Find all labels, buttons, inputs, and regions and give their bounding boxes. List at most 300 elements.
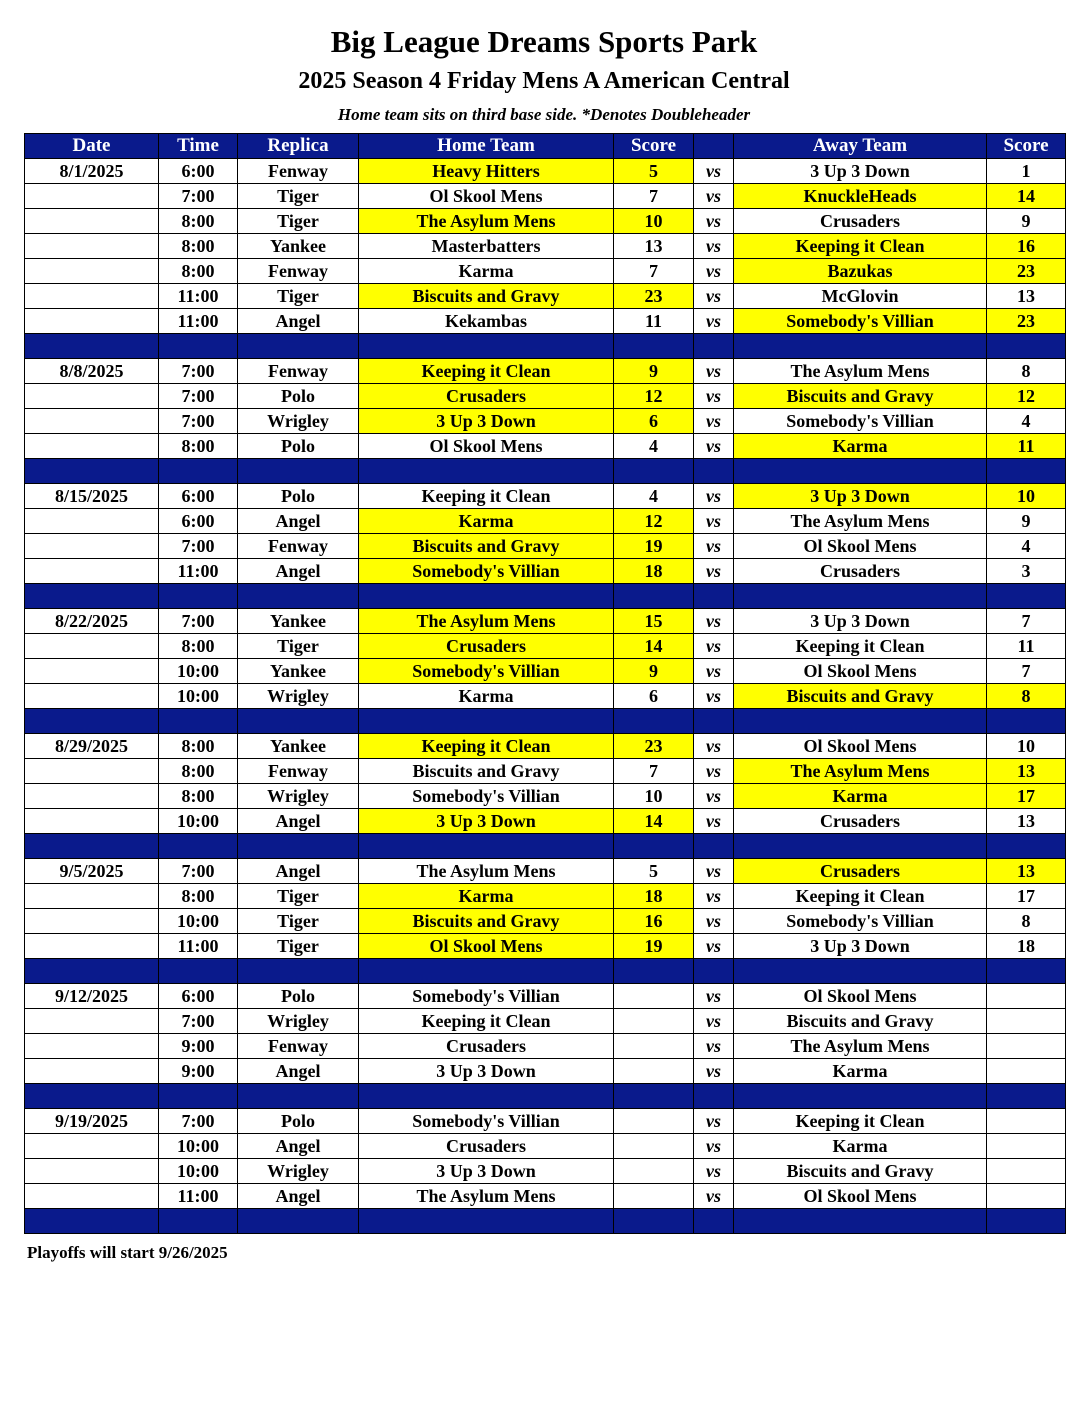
week-separator-row [25,334,1066,359]
game-row [25,184,1066,209]
schedule-header [25,134,1066,159]
away-score [987,1109,1066,1134]
game-replica-field: Yankee [238,609,359,634]
home-score [614,1159,694,1184]
game-row [25,784,1066,809]
game-replica-field: Angel [238,559,359,584]
separator-cell [159,334,238,359]
separator-cell [614,834,694,859]
away-team: The Asylum Mens [734,759,987,784]
vs-label: vs [694,1034,734,1059]
game-row [25,559,1066,584]
separator-cell [614,584,694,609]
away-team: The Asylum Mens [734,359,987,384]
separator-cell [734,334,987,359]
vs-label: vs [694,1009,734,1034]
away-team: Biscuits and Gravy [734,1009,987,1034]
home-team: Biscuits and Gravy [359,284,614,309]
away-score: 17 [987,884,1066,909]
separator-cell [238,709,359,734]
home-team: Keeping it Clean [359,359,614,384]
separator-cell [987,459,1066,484]
game-replica-field: Tiger [238,284,359,309]
column-header-home-score: Score [614,134,694,159]
vs-label: vs [694,909,734,934]
home-score: 18 [614,884,694,909]
away-team: Somebody's Villian [734,309,987,334]
separator-cell [159,459,238,484]
game-date: 8/1/2025 [25,159,159,184]
home-score: 14 [614,809,694,834]
game-time: 6:00 [159,509,238,534]
game-replica-field: Angel [238,1184,359,1209]
home-team-note: Home team sits on third base side. *Denotes Doubleheader [337,105,751,124]
home-score: 9 [614,659,694,684]
away-score: 23 [987,259,1066,284]
away-score: 16 [987,234,1066,259]
vs-label: vs [694,209,734,234]
separator-cell [614,709,694,734]
column-header-vs [694,134,734,159]
home-score: 12 [614,509,694,534]
home-score: 7 [614,259,694,284]
vs-label: vs [694,759,734,784]
vs-label: vs [694,634,734,659]
game-row [25,259,1066,284]
separator-cell [159,584,238,609]
away-team: 3 Up 3 Down [734,609,987,634]
home-team: Masterbatters [359,234,614,259]
page-subtitle: 2025 Season 4 Friday Mens A American Central [298,68,790,94]
game-row [25,884,1066,909]
game-row [25,1034,1066,1059]
game-row [25,534,1066,559]
separator-cell [987,709,1066,734]
game-time: 10:00 [159,659,238,684]
home-score [614,1134,694,1159]
separator-cell [25,1084,159,1109]
away-score: 23 [987,309,1066,334]
game-time: 11:00 [159,284,238,309]
away-score: 17 [987,784,1066,809]
separator-cell [238,1084,359,1109]
game-row [25,859,1066,884]
away-team: 3 Up 3 Down [734,934,987,959]
home-score [614,1109,694,1134]
home-team: Somebody's Villian [359,559,614,584]
separator-cell [694,959,734,984]
separator-cell [614,959,694,984]
away-score: 13 [987,859,1066,884]
game-row [25,434,1066,459]
game-date [25,259,159,284]
away-score: 1 [987,159,1066,184]
game-replica-field: Fenway [238,259,359,284]
away-score: 11 [987,434,1066,459]
game-time: 7:00 [159,534,238,559]
game-row [25,284,1066,309]
game-replica-field: Fenway [238,1034,359,1059]
vs-label: vs [694,284,734,309]
game-date: 8/15/2025 [25,484,159,509]
away-team: Biscuits and Gravy [734,684,987,709]
game-date [25,1184,159,1209]
vs-label: vs [694,734,734,759]
away-score: 9 [987,509,1066,534]
game-time: 7:00 [159,409,238,434]
game-time: 7:00 [159,359,238,384]
separator-cell [25,459,159,484]
away-team: Karma [734,1059,987,1084]
game-replica-field: Fenway [238,359,359,384]
game-replica-field: Polo [238,434,359,459]
game-replica-field: Yankee [238,734,359,759]
vs-label: vs [694,484,734,509]
vs-label: vs [694,384,734,409]
game-time: 11:00 [159,934,238,959]
away-score: 18 [987,934,1066,959]
separator-cell [159,959,238,984]
away-team: Crusaders [734,859,987,884]
game-date [25,909,159,934]
away-team: Keeping it Clean [734,884,987,909]
separator-cell [359,459,614,484]
home-score: 19 [614,534,694,559]
away-team: Ol Skool Mens [734,984,987,1009]
home-team: Ol Skool Mens [359,934,614,959]
game-date [25,434,159,459]
playoffs-note: Playoffs will start 9/26/2025 [27,1243,228,1262]
separator-cell [734,459,987,484]
game-time: 10:00 [159,909,238,934]
vs-label: vs [694,934,734,959]
separator-cell [25,834,159,859]
column-header-away-score: Score [987,134,1066,159]
game-replica-field: Polo [238,984,359,1009]
separator-cell [694,584,734,609]
vs-label: vs [694,784,734,809]
schedule-body [25,159,1066,1234]
home-team: 3 Up 3 Down [359,409,614,434]
game-replica-field: Tiger [238,634,359,659]
away-team: 3 Up 3 Down [734,484,987,509]
home-team: The Asylum Mens [359,859,614,884]
away-team: The Asylum Mens [734,1034,987,1059]
separator-cell [159,1084,238,1109]
separator-cell [614,1084,694,1109]
game-date [25,809,159,834]
home-team: Biscuits and Gravy [359,534,614,559]
home-score [614,1034,694,1059]
home-team: Karma [359,884,614,909]
vs-label: vs [694,234,734,259]
game-replica-field: Angel [238,509,359,534]
away-team: Biscuits and Gravy [734,1159,987,1184]
separator-cell [614,334,694,359]
week-separator-row [25,709,1066,734]
home-score: 5 [614,159,694,184]
home-team: Crusaders [359,384,614,409]
home-score: 14 [614,634,694,659]
game-row [25,159,1066,184]
separator-cell [359,334,614,359]
separator-cell [359,709,614,734]
game-replica-field: Tiger [238,884,359,909]
vs-label: vs [694,1109,734,1134]
home-score: 23 [614,734,694,759]
away-score: 8 [987,684,1066,709]
game-row [25,1134,1066,1159]
home-score [614,1059,694,1084]
home-team: Somebody's Villian [359,984,614,1009]
game-date [25,559,159,584]
away-score [987,984,1066,1009]
vs-label: vs [694,884,734,909]
game-replica-field: Wrigley [238,409,359,434]
game-time: 8:00 [159,634,238,659]
game-row [25,1109,1066,1134]
game-replica-field: Angel [238,309,359,334]
home-team: Keeping it Clean [359,1009,614,1034]
home-team: Biscuits and Gravy [359,759,614,784]
separator-cell [694,709,734,734]
game-date [25,759,159,784]
game-time: 8:00 [159,209,238,234]
game-replica-field: Angel [238,1059,359,1084]
game-row [25,309,1066,334]
home-score: 23 [614,284,694,309]
vs-label: vs [694,159,734,184]
away-score: 8 [987,909,1066,934]
game-row [25,1184,1066,1209]
away-score [987,1184,1066,1209]
game-time: 8:00 [159,259,238,284]
game-row [25,684,1066,709]
game-row [25,659,1066,684]
game-time: 6:00 [159,984,238,1009]
home-score: 11 [614,309,694,334]
game-replica-field: Tiger [238,909,359,934]
away-team: KnuckleHeads [734,184,987,209]
separator-cell [987,584,1066,609]
game-time: 7:00 [159,184,238,209]
home-score: 7 [614,759,694,784]
home-team: Keeping it Clean [359,484,614,509]
home-team: 3 Up 3 Down [359,809,614,834]
game-row [25,484,1066,509]
game-row [25,1009,1066,1034]
away-team: Keeping it Clean [734,234,987,259]
away-score [987,1159,1066,1184]
home-score: 10 [614,784,694,809]
game-replica-field: Wrigley [238,684,359,709]
separator-cell [238,334,359,359]
game-row [25,1059,1066,1084]
separator-cell [359,1084,614,1109]
away-score: 10 [987,734,1066,759]
home-score [614,984,694,1009]
game-date [25,184,159,209]
game-replica-field: Yankee [238,659,359,684]
home-score [614,1009,694,1034]
game-time: 11:00 [159,1184,238,1209]
game-date [25,884,159,909]
vs-label: vs [694,1184,734,1209]
home-team: Somebody's Villian [359,659,614,684]
separator-cell [987,1084,1066,1109]
week-separator-row [25,834,1066,859]
home-team: Crusaders [359,1034,614,1059]
separator-cell [159,1209,238,1234]
week-separator-row [25,459,1066,484]
game-date [25,634,159,659]
away-score: 12 [987,384,1066,409]
away-team: Somebody's Villian [734,409,987,434]
separator-cell [359,584,614,609]
column-header-replica: Replica [238,134,359,159]
game-replica-field: Fenway [238,534,359,559]
home-team: The Asylum Mens [359,1184,614,1209]
home-team: The Asylum Mens [359,209,614,234]
game-replica-field: Wrigley [238,1009,359,1034]
separator-cell [694,1209,734,1234]
game-row [25,209,1066,234]
away-team: Crusaders [734,559,987,584]
game-date [25,1034,159,1059]
away-team: Bazukas [734,259,987,284]
home-team: Crusaders [359,634,614,659]
game-replica-field: Tiger [238,184,359,209]
game-date [25,784,159,809]
vs-label: vs [694,659,734,684]
home-score: 19 [614,934,694,959]
game-date: 9/5/2025 [25,859,159,884]
home-score: 4 [614,484,694,509]
vs-label: vs [694,359,734,384]
game-date [25,659,159,684]
game-replica-field: Tiger [238,934,359,959]
game-time: 10:00 [159,684,238,709]
vs-label: vs [694,434,734,459]
separator-cell [734,959,987,984]
game-date: 8/29/2025 [25,734,159,759]
home-score: 5 [614,859,694,884]
away-score: 4 [987,534,1066,559]
game-time: 8:00 [159,734,238,759]
game-row [25,509,1066,534]
separator-cell [694,1084,734,1109]
vs-label: vs [694,259,734,284]
game-row [25,234,1066,259]
separator-cell [359,834,614,859]
vs-label: vs [694,184,734,209]
game-date [25,534,159,559]
game-date [25,409,159,434]
separator-cell [159,709,238,734]
away-score [987,1059,1066,1084]
home-team: Karma [359,684,614,709]
home-score: 13 [614,234,694,259]
game-row [25,1159,1066,1184]
game-time: 8:00 [159,884,238,909]
separator-cell [159,834,238,859]
game-time: 11:00 [159,559,238,584]
separator-cell [987,959,1066,984]
home-score: 16 [614,909,694,934]
separator-cell [359,1209,614,1234]
game-replica-field: Polo [238,384,359,409]
away-team: Ol Skool Mens [734,1184,987,1209]
away-team: McGlovin [734,284,987,309]
home-team: 3 Up 3 Down [359,1159,614,1184]
separator-cell [734,834,987,859]
home-score: 7 [614,184,694,209]
game-row [25,934,1066,959]
separator-cell [25,709,159,734]
vs-label: vs [694,684,734,709]
schedule-table [24,133,1066,1234]
away-score: 7 [987,609,1066,634]
game-time: 7:00 [159,384,238,409]
separator-cell [359,959,614,984]
game-time: 7:00 [159,1109,238,1134]
home-team: Somebody's Villian [359,784,614,809]
game-time: 8:00 [159,784,238,809]
vs-label: vs [694,809,734,834]
vs-label: vs [694,609,734,634]
game-replica-field: Polo [238,484,359,509]
away-score: 9 [987,209,1066,234]
game-date: 8/8/2025 [25,359,159,384]
column-header-home-team: Home Team [359,134,614,159]
away-team: Ol Skool Mens [734,734,987,759]
game-date [25,1059,159,1084]
away-team: Biscuits and Gravy [734,384,987,409]
game-row [25,409,1066,434]
game-date [25,509,159,534]
away-team: Keeping it Clean [734,634,987,659]
home-score: 10 [614,209,694,234]
game-row [25,734,1066,759]
away-team: Karma [734,1134,987,1159]
home-team: Karma [359,509,614,534]
separator-cell [238,834,359,859]
home-team: Keeping it Clean [359,734,614,759]
separator-cell [238,1209,359,1234]
home-team: The Asylum Mens [359,609,614,634]
home-score: 6 [614,409,694,434]
vs-label: vs [694,1134,734,1159]
home-team: Ol Skool Mens [359,434,614,459]
home-team: 3 Up 3 Down [359,1059,614,1084]
away-team: 3 Up 3 Down [734,159,987,184]
game-date [25,1134,159,1159]
game-time: 8:00 [159,234,238,259]
home-team: Kekambas [359,309,614,334]
away-score [987,1009,1066,1034]
game-time: 10:00 [159,1159,238,1184]
separator-cell [694,834,734,859]
game-replica-field: Angel [238,809,359,834]
header-row [25,134,1066,159]
home-team: Somebody's Villian [359,1109,614,1134]
game-time: 7:00 [159,859,238,884]
week-separator-row [25,584,1066,609]
game-replica-field: Tiger [238,209,359,234]
away-score: 4 [987,409,1066,434]
away-score: 10 [987,484,1066,509]
column-header-time: Time [159,134,238,159]
